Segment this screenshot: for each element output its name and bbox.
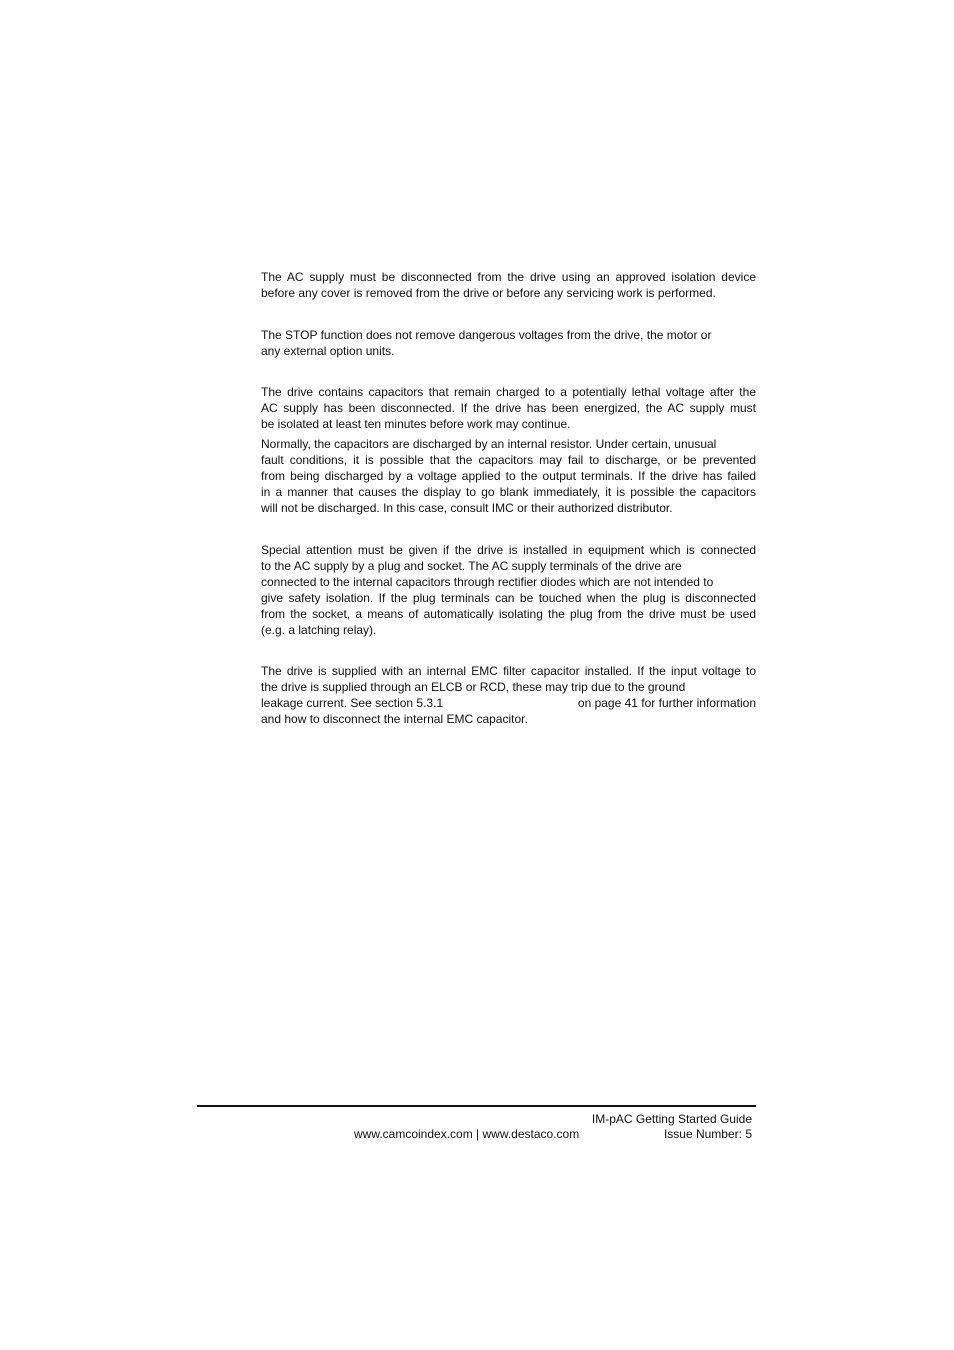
text-line: AC supply has been disconnected. If the drive has been energized, the AC supply must [261, 401, 756, 416]
warning-capacitors-paragraph [261, 384, 756, 432]
text-line: The drive contains capacitors that remain charged to a potentially lethal voltage after the [261, 385, 756, 399]
text-line: from being discharged by a voltage applied to the output terminals. If the drive has failed [261, 469, 756, 484]
text-line: Special attention must be given if the drive is installed in equipment which is connected [261, 543, 756, 557]
text-line: Normally, the capacitors are discharged by an internal resistor. Under certain, unusual [261, 437, 717, 451]
footer-guide-title: IM-pAC Getting Started Guide [591, 1112, 752, 1126]
footer-divider [197, 1105, 756, 1107]
text-line: to the AC supply by a plug and socket. The AC supply terminals of the drive are [261, 559, 682, 574]
text-line: The AC supply must be disconnected from the drive using an approved isolation device [261, 270, 756, 284]
text-line: in a manner that causes the display to go blank immediately, it is possible the capacitors [261, 485, 756, 500]
text-line: the drive is supplied through an ELCB or RCD, these may trip due to the ground [261, 680, 686, 695]
text-line: before any cover is removed from the drive or before any servicing work is performed. [261, 286, 716, 301]
text-line: any external option units. [261, 344, 395, 359]
footer-issue-number: Issue Number: 5 [663, 1127, 752, 1141]
text-line: (e.g. a latching relay). [261, 623, 377, 638]
text-line: fault conditions, it is possible that the capacitors may fail to discharge, or be prevented [261, 453, 756, 468]
text-line: The drive is supplied with an internal EMC filter capacitor installed. If the input voltage to [261, 664, 756, 678]
text-line-with-reference [261, 695, 756, 711]
text-line: give safety isolation. If the plug terminals can be touched when the plug is disconnected [261, 591, 756, 606]
warning-isolation-paragraph [261, 269, 756, 301]
text-line: will not be discharged. In this case, consult IMC or their authorized distributor. [261, 501, 673, 516]
text-line: be isolated at least ten minutes before work may continue. [261, 417, 571, 432]
text-line: connected to the internal capacitors through rectifier diodes which are not intended to [261, 575, 714, 590]
section-reference-text: leakage current. See section 5.3.1 [261, 696, 444, 711]
text-line: and how to disconnect the internal EMC capacitor. [261, 712, 528, 727]
text-line: The STOP function does not remove dangerous voltages from the drive, the motor or [261, 328, 712, 342]
warning-stop-function-paragraph [261, 327, 756, 359]
warning-emc-filter-paragraph [261, 663, 756, 727]
text-line: from the socket, a means of automatically isolating the plug from the drive must be used [261, 607, 756, 622]
capacitor-discharge-paragraph [261, 436, 756, 516]
page-reference-text: on page 41 for further information [577, 696, 756, 711]
footer-websites: www.camcoindex.com | www.destaco.com [354, 1127, 580, 1141]
warning-plug-socket-paragraph [261, 542, 756, 639]
